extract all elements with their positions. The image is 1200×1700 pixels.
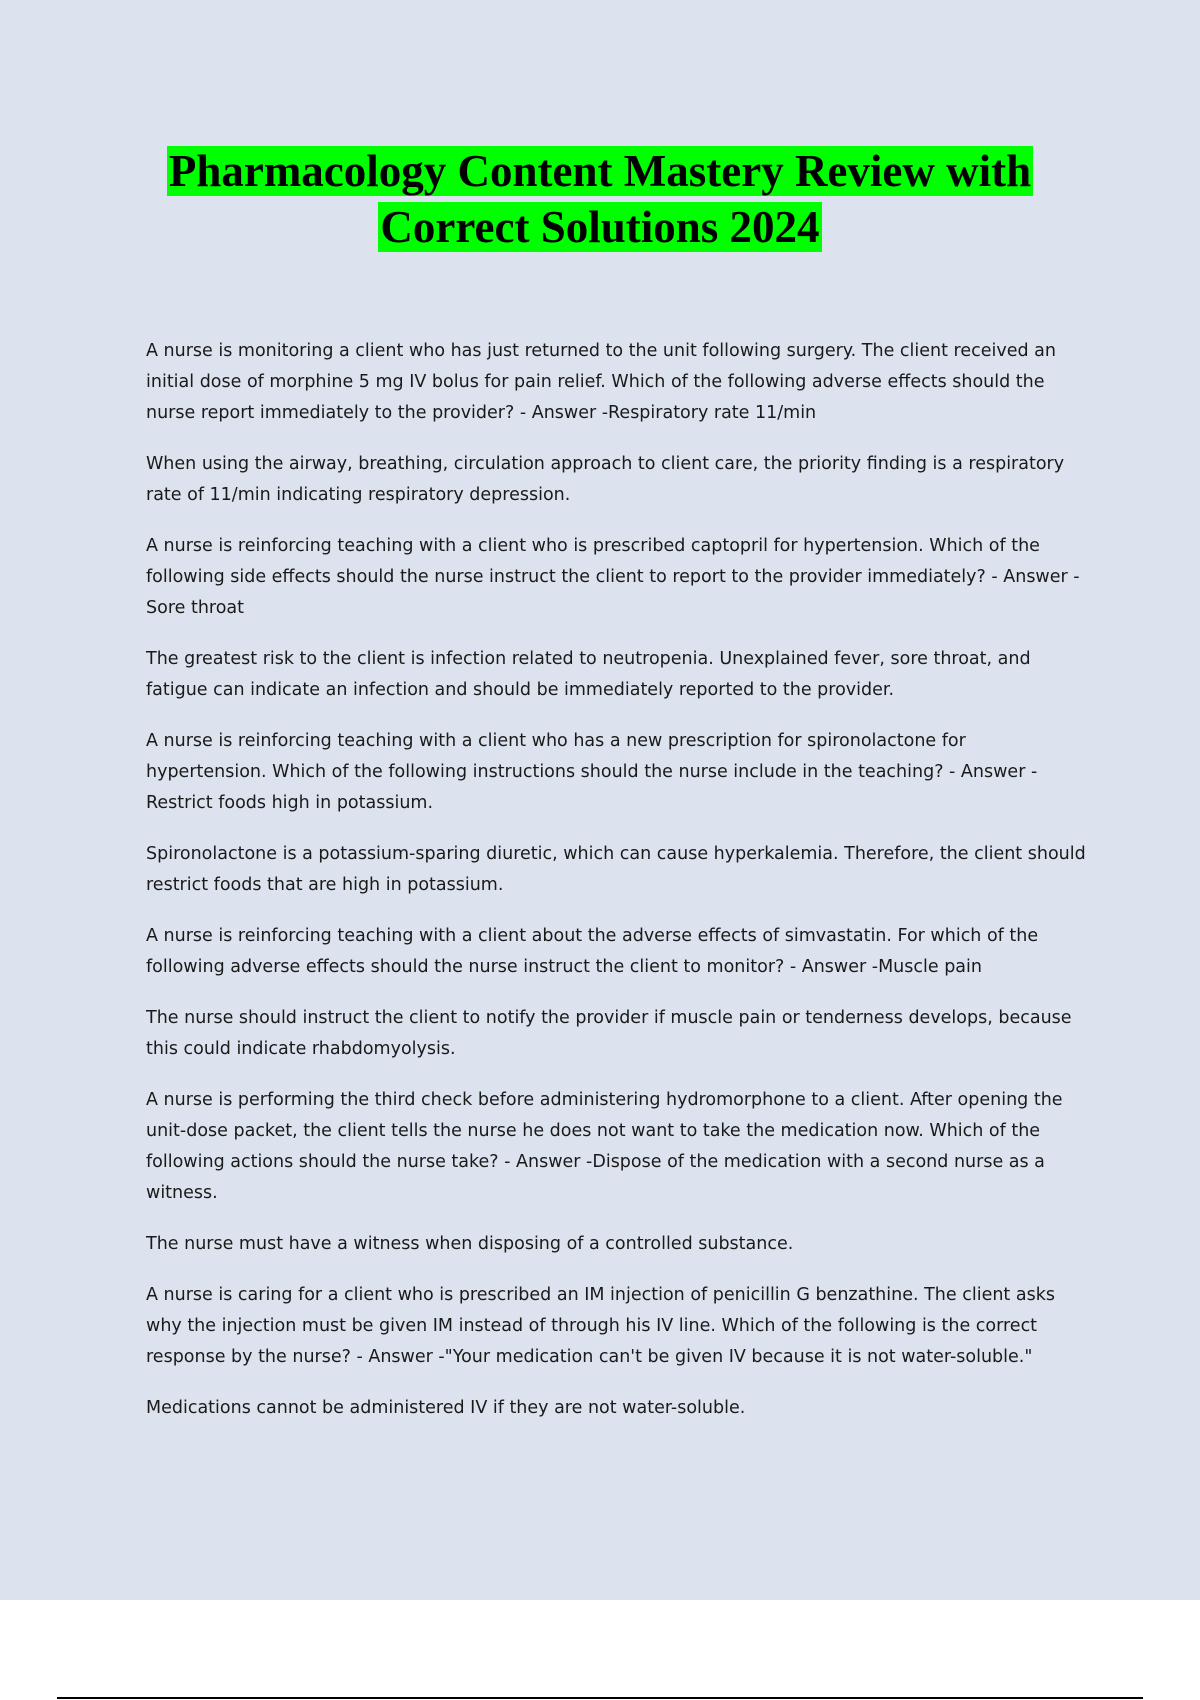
question-paragraph: A nurse is performing the third check before administering hydromorphone to a client. After opening the unit-dose packet, the client tells the nurse he does not want to take the medication now. Which of the following actions should the nurse take? - Answer -Dispose of the medication with a second nurse as a witness. (146, 1090, 1063, 1203)
rationale-paragraph: The nurse should instruct the client to notify the provider if muscle pain or tenderness develops, because this could indicate rhabdomyolysis. (146, 1008, 1072, 1059)
rationale-paragraph: The greatest risk to the client is infection related to neutropenia. Unexplained fever, sore throat, and fatigue can indicate an infection and should be immediately reported to the provider. (146, 649, 1031, 700)
question-paragraph: A nurse is monitoring a client who has just returned to the unit following surgery. The client received an initial dose of morphine 5 mg IV bolus for pain relief. Which of the following adverse effects should the nurse report immediately to the provider? - Answer -Respiratory rate 11/min (146, 341, 1056, 423)
question-paragraph: A nurse is reinforcing teaching with a client who is prescribed captopril for hypertension. Which of the following side effects should the nurse instruct the client to report to the provider immediately? - Answer -Sore throat (146, 536, 1080, 618)
question-paragraph: A nurse is caring for a client who is prescribed an IM injection of penicillin G benzathine. The client asks why the injection must be given IM instead of through his IV line. Which of the following is the correct response by the nurse? - Answer -"Your medication can't be given IV because it is not water-soluble." (146, 1285, 1055, 1367)
rationale-paragraph: Spironolactone is a potassium-sparing diuretic, which can cause hyperkalemia. Therefore, the client should restrict foods that are high in potassium. (146, 844, 1086, 895)
rationale-paragraph: When using the airway, breathing, circulation approach to client care, the priority finding is a respiratory rate of 11/min indicating respiratory depression. (146, 454, 1065, 505)
page-title (0, 143, 1200, 255)
bottom-divider (57, 1697, 1143, 1699)
rationale-paragraph: The nurse must have a witness when disposing of a controlled substance. (146, 1234, 794, 1254)
rationale-paragraph: Medications cannot be administered IV if they are not water-soluble. (146, 1398, 746, 1418)
document-body (146, 336, 1088, 1444)
title-line-1: Pharmacology Content Mastery Review with (168, 146, 1032, 196)
question-paragraph: A nurse is reinforcing teaching with a client who has a new prescription for spironolactone for hypertension. Which of the following instructions should the nurse include in the teaching? - Answer -Restrict foods high in potassium. (146, 731, 1038, 813)
title-line-2: Correct Solutions 2024 (380, 202, 820, 252)
question-paragraph: A nurse is reinforcing teaching with a client about the adverse effects of simvastatin. For which of the following adverse effects should the nurse instruct the client to monitor? - Answer -Muscle pain (146, 926, 1039, 977)
